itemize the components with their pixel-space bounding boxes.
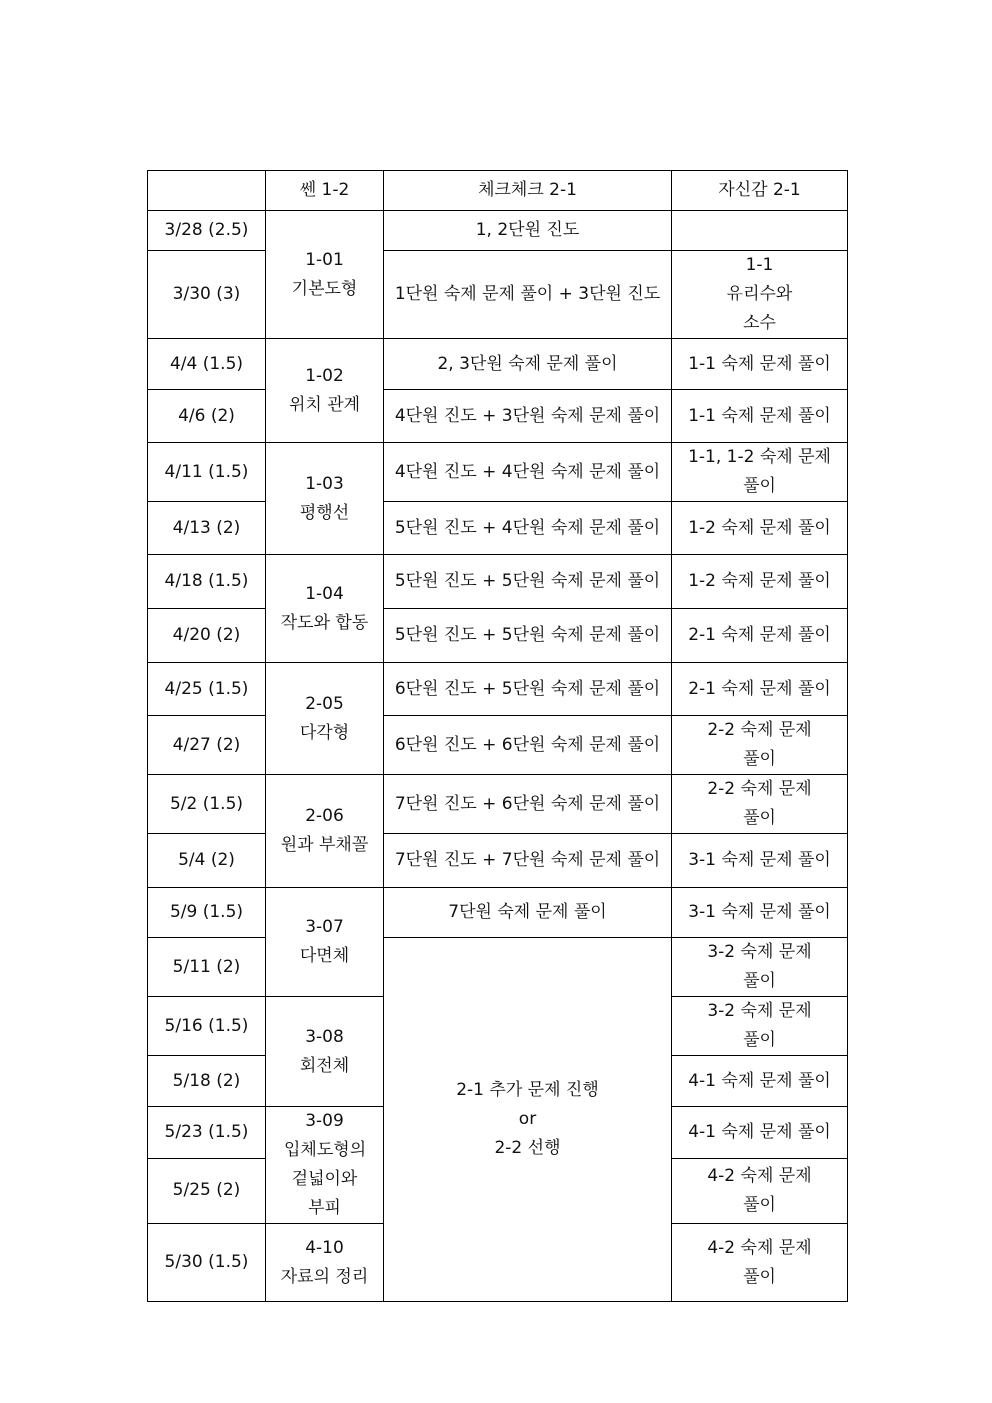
unit-name: 기본도형 <box>291 278 358 299</box>
confidence-text: 4-2 숙제 문제 풀이 <box>707 1165 812 1215</box>
check-cell: 5단원 진도 + 5단원 숙제 문제 풀이 <box>384 609 672 663</box>
confidence-text: 2-2 숙제 문제 풀이 <box>707 779 812 828</box>
confidence-cell: 1-1 숙제 문제 풀이 <box>672 390 848 443</box>
table-row <box>148 775 848 834</box>
confidence-cell <box>672 1224 848 1302</box>
date-cell: 5/11 (2) <box>148 938 266 997</box>
schedule-table <box>147 170 848 1302</box>
merged-check-cell <box>384 938 672 1302</box>
check-cell: 7단원 숙제 문제 풀이 <box>384 888 672 938</box>
confidence-cell: 2-1 숙제 문제 풀이 <box>672 609 848 663</box>
confidence-cell: 1-1 숙제 문제 풀이 <box>672 339 848 390</box>
sen-unit-cell <box>266 555 384 663</box>
table-row <box>148 888 848 938</box>
date-cell: 4/4 (1.5) <box>148 339 266 390</box>
date-cell: 4/18 (1.5) <box>148 555 266 609</box>
confidence-text: 4-2 숙제 문제 풀이 <box>707 1237 812 1287</box>
confidence-cell <box>672 251 848 339</box>
check-cell: 1단원 숙제 문제 풀이 + 3단원 진도 <box>384 251 672 339</box>
date-cell: 5/23 (1.5) <box>148 1107 266 1159</box>
unit-code: 3-09 <box>305 1111 344 1131</box>
unit-code: 3-08 <box>305 1026 344 1047</box>
sen-unit-cell <box>266 1224 384 1302</box>
check-cell: 6단원 진도 + 5단원 숙제 문제 풀이 <box>384 663 672 716</box>
date-cell: 5/4 (2) <box>148 834 266 888</box>
unit-name: 작도와 합동 <box>280 612 369 633</box>
date-cell: 5/18 (2) <box>148 1056 266 1107</box>
table-row <box>148 443 848 502</box>
date-cell: 5/25 (2) <box>148 1158 266 1223</box>
confidence-cell <box>672 775 848 834</box>
table-row <box>148 339 848 390</box>
table-row <box>148 834 848 888</box>
sen-unit-cell <box>266 1107 384 1224</box>
sen-unit-cell <box>266 339 384 443</box>
unit-name: 회전체 <box>299 1055 350 1076</box>
date-cell: 4/25 (1.5) <box>148 663 266 716</box>
merged-check-line: 2-1 추가 문제 진행 <box>456 1080 599 1100</box>
date-cell: 3/30 (3) <box>148 251 266 339</box>
table-row <box>148 502 848 555</box>
unit-name: 다면체 <box>299 946 350 966</box>
unit-name: 평행선 <box>299 502 350 523</box>
unit-code: 1-03 <box>305 473 344 494</box>
date-cell: 5/2 (1.5) <box>148 775 266 834</box>
table-row <box>148 211 848 251</box>
date-cell: 4/20 (2) <box>148 609 266 663</box>
header-date <box>148 171 266 211</box>
confidence-cell: 1-2 숙제 문제 풀이 <box>672 502 848 555</box>
check-cell: 7단원 진도 + 6단원 숙제 문제 풀이 <box>384 775 672 834</box>
unit-name: 원과 부채꼴 <box>280 835 369 855</box>
check-cell: 4단원 진도 + 3단원 숙제 문제 풀이 <box>384 390 672 443</box>
table-row <box>148 716 848 775</box>
confidence-text: 3-2 숙제 문제 풀이 <box>707 1001 812 1050</box>
header-confidence: 자신감 2-1 <box>672 171 848 211</box>
confidence-text: 1-1 유리수와 소수 <box>726 255 793 333</box>
check-cell: 5단원 진도 + 5단원 숙제 문제 풀이 <box>384 555 672 609</box>
check-cell: 4단원 진도 + 4단원 숙제 문제 풀이 <box>384 443 672 502</box>
confidence-cell <box>672 716 848 775</box>
confidence-cell: 2-1 숙제 문제 풀이 <box>672 663 848 716</box>
table-row <box>148 663 848 716</box>
check-cell: 1, 2단원 진도 <box>384 211 672 251</box>
table-row <box>148 390 848 443</box>
sen-unit-cell <box>266 443 384 555</box>
date-cell: 4/6 (2) <box>148 390 266 443</box>
unit-code: 3-07 <box>305 917 344 937</box>
unit-name: 입체도형의 겉넓이와 부피 <box>284 1140 367 1218</box>
table-row <box>148 609 848 663</box>
sen-unit-cell <box>266 888 384 997</box>
date-cell: 5/16 (1.5) <box>148 997 266 1056</box>
confidence-cell <box>672 211 848 251</box>
unit-name: 자료의 정리 <box>280 1266 369 1287</box>
unit-code: 1-04 <box>305 583 344 604</box>
confidence-cell: 1-1, 1-2 숙제 문제 풀이 <box>672 443 848 502</box>
table-row <box>148 938 848 997</box>
sen-unit-cell <box>266 211 384 339</box>
date-cell: 4/13 (2) <box>148 502 266 555</box>
merged-check-line: or <box>518 1109 537 1129</box>
unit-code: 1-02 <box>305 365 344 386</box>
confidence-cell <box>672 997 848 1056</box>
confidence-cell: 3-1 숙제 문제 풀이 <box>672 834 848 888</box>
confidence-text: 3-2 숙제 문제 풀이 <box>707 942 812 991</box>
confidence-cell: 3-1 숙제 문제 풀이 <box>672 888 848 938</box>
date-cell: 4/27 (2) <box>148 716 266 775</box>
check-cell: 5단원 진도 + 4단원 숙제 문제 풀이 <box>384 502 672 555</box>
confidence-cell: 1-2 숙제 문제 풀이 <box>672 555 848 609</box>
header-row <box>148 171 848 211</box>
unit-name: 다각형 <box>299 722 350 743</box>
date-cell: 4/11 (1.5) <box>148 443 266 502</box>
merged-check-line: 2-2 선행 <box>494 1138 561 1158</box>
sen-unit-cell <box>266 997 384 1107</box>
check-cell: 2, 3단원 숙제 문제 풀이 <box>384 339 672 390</box>
confidence-cell: 4-1 숙제 문제 풀이 <box>672 1107 848 1159</box>
unit-code: 1-01 <box>305 249 344 270</box>
header-sen: 쎈 1-2 <box>266 171 384 211</box>
confidence-cell <box>672 1158 848 1223</box>
unit-code: 4-10 <box>305 1237 344 1258</box>
date-cell: 3/28 (2.5) <box>148 211 266 251</box>
date-cell: 5/9 (1.5) <box>148 888 266 938</box>
confidence-text: 2-2 숙제 문제 풀이 <box>707 720 812 769</box>
unit-name: 위치 관계 <box>288 394 361 415</box>
table-row <box>148 251 848 339</box>
sen-unit-cell <box>266 663 384 775</box>
check-cell: 7단원 진도 + 7단원 숙제 문제 풀이 <box>384 834 672 888</box>
sen-unit-cell <box>266 775 384 888</box>
date-cell: 5/30 (1.5) <box>148 1224 266 1302</box>
confidence-cell: 4-1 숙제 문제 풀이 <box>672 1056 848 1107</box>
unit-code: 2-06 <box>305 806 344 826</box>
header-check: 체크체크 2-1 <box>384 171 672 211</box>
confidence-cell <box>672 938 848 997</box>
unit-code: 2-05 <box>305 693 344 714</box>
check-cell: 6단원 진도 + 6단원 숙제 문제 풀이 <box>384 716 672 775</box>
table-row <box>148 555 848 609</box>
